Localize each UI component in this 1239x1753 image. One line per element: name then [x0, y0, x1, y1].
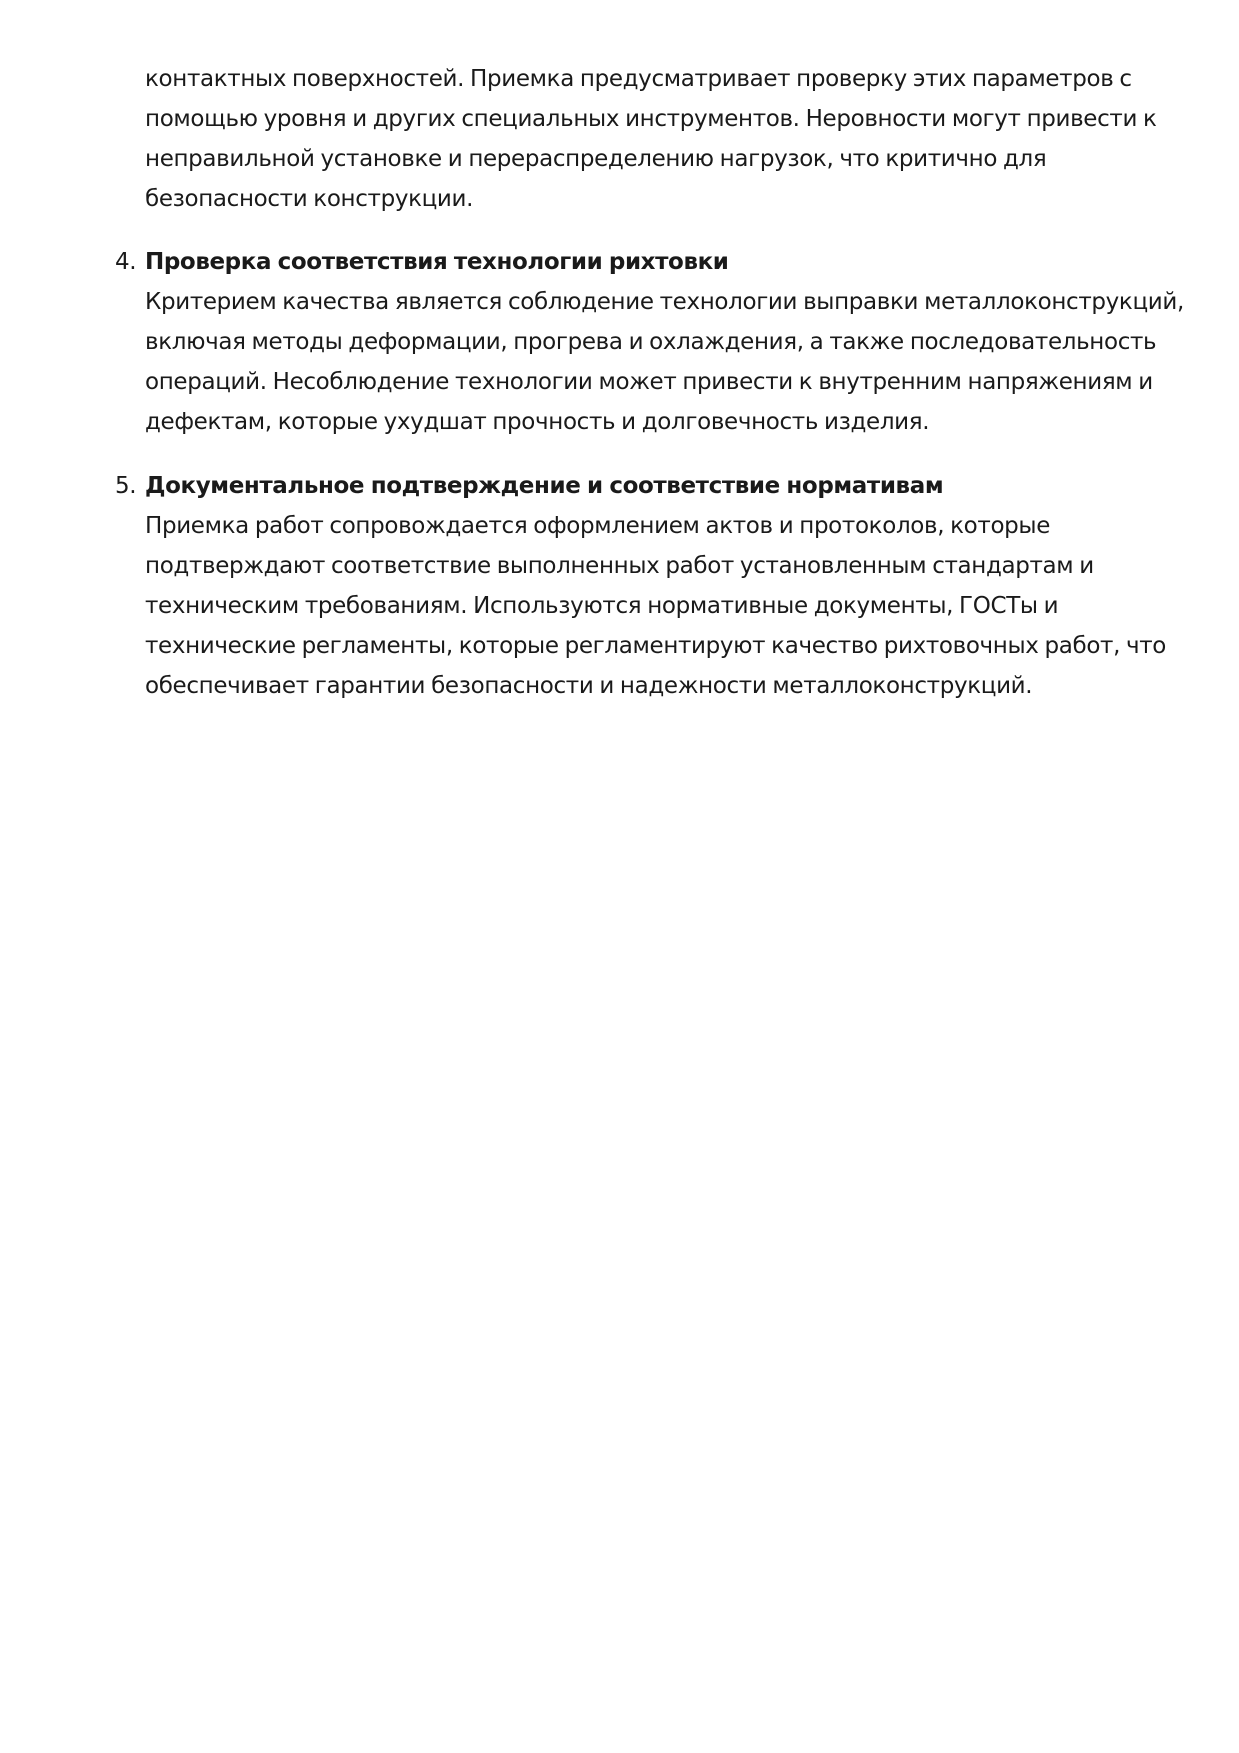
paragraph-line: дефектам, которые ухудшат прочность и долговечность изделия.: [145, 409, 930, 435]
paragraph-line: операций. Несоблюдение технологии может привести к внутренним напряжениям и: [145, 369, 1153, 395]
paragraph-line: контактных поверхностей. Приемка предусматривает проверку этих параметров с: [145, 66, 1132, 92]
paragraph-line: технические регламенты, которые регламентируют качество рихтовочных работ, что: [145, 633, 1167, 659]
paragraph-line: безопасности конструкции.: [145, 186, 474, 212]
paragraph-line: помощью уровня и других специальных инструментов. Неровности могут привести к: [145, 106, 1157, 132]
paragraph-line: Приемка работ сопровождается оформлением актов и протоколов, которые: [145, 513, 1051, 539]
paragraph-line: обеспечивает гарантии безопасности и надежности металлоконструкций.: [145, 673, 1033, 699]
paragraph-line: подтверждают соответствие выполненных работ установленным стандартам и: [145, 553, 1094, 579]
list-item-4: [115, 242, 1184, 442]
list-item-title: Документальное подтверждение и соответствие нормативам: [145, 473, 944, 499]
list-item-number: 4.: [115, 249, 137, 275]
paragraph-line: Критерием качества является соблюдение технологии выправки металлоконструкций,: [145, 289, 1184, 315]
list-item-5: [115, 466, 1167, 706]
list-item-number: 5.: [115, 473, 137, 499]
paragraph-line: техническим требованиям. Используются нормативные документы, ГОСТы и: [145, 593, 1059, 619]
paragraph-line: неправильной установке и перераспределению нагрузок, что критично для: [145, 146, 1047, 172]
continued-paragraph: [145, 59, 1157, 219]
paragraph-line: включая методы деформации, прогрева и охлаждения, а также последовательность: [145, 329, 1157, 355]
list-item-title: Проверка соответствия технологии рихтовки: [145, 249, 729, 275]
